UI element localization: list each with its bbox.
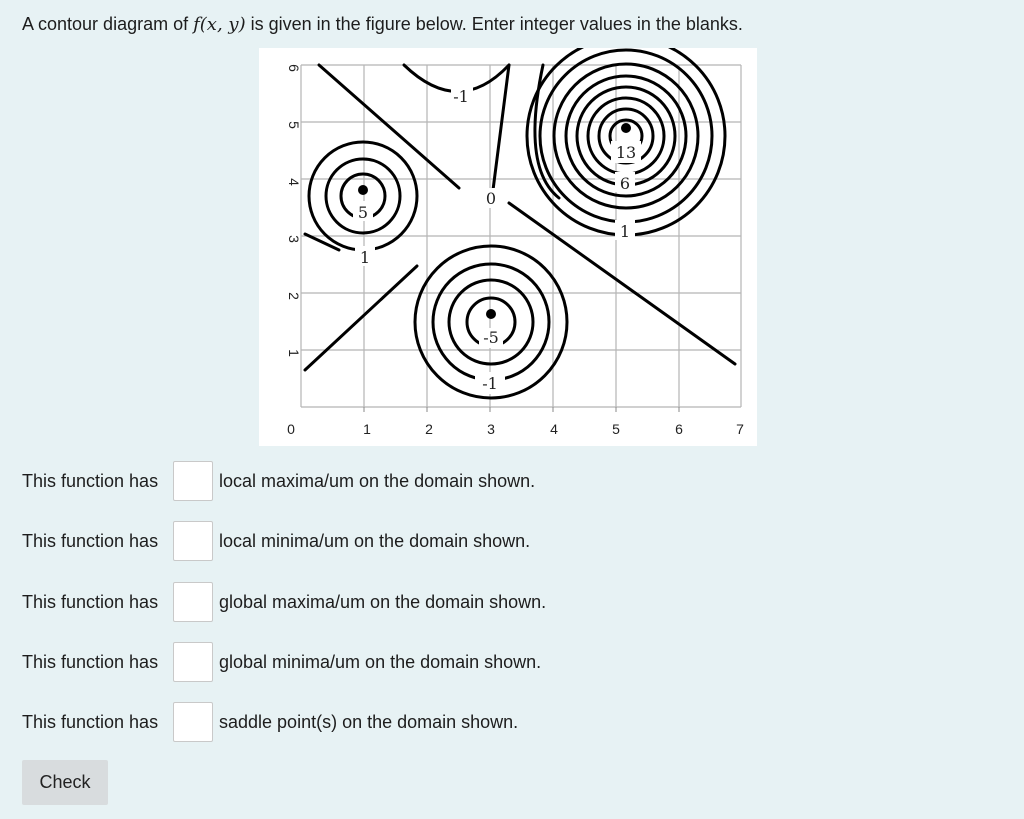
x-tick-6: 6 xyxy=(675,421,683,437)
row-lead-text: This function has xyxy=(22,651,159,672)
contour-label-6: 6 xyxy=(619,174,631,193)
x-tick-5: 5 xyxy=(612,421,620,437)
row-trail-text: global maxima/um on the domain shown. xyxy=(219,591,547,612)
x-tick-1: 1 xyxy=(363,421,371,437)
local-maxima-input[interactable] xyxy=(173,461,213,501)
row-lead-text: This function has xyxy=(22,711,159,732)
row-trail-text: local minima/um on the domain shown. xyxy=(219,530,531,551)
question-suffix: is given in the figure below. Enter integer values in the blanks. xyxy=(250,14,743,34)
saddle-points-input[interactable] xyxy=(173,702,213,742)
y-tick-6: 6 xyxy=(286,64,302,72)
contour-label-1-right: 1 xyxy=(619,222,631,241)
row-trail-text: local maxima/um on the domain shown. xyxy=(219,470,536,491)
contour-label-13: 13 xyxy=(615,143,637,162)
y-tick-5: 5 xyxy=(286,121,302,129)
question-prefix: A contour diagram of xyxy=(22,14,189,34)
global-maxima-input[interactable] xyxy=(173,582,213,622)
y-tick-1: 1 xyxy=(286,349,302,357)
answer-row-global-maxima xyxy=(22,579,546,625)
row-lead-text: This function has xyxy=(22,591,159,612)
y-tick-3: 3 xyxy=(286,235,302,243)
function-expression: f(x, y) xyxy=(193,14,246,35)
answer-row-global-minima xyxy=(22,639,541,685)
x-tick-7: 7 xyxy=(736,421,744,437)
contour-label-neg1-top: -1 xyxy=(453,87,469,106)
answer-row-local-maxima xyxy=(22,458,535,504)
row-trail-text: global minima/um on the domain shown. xyxy=(219,651,542,672)
contour-svg xyxy=(259,48,757,446)
y-tick-2: 2 xyxy=(286,292,302,300)
contour-label-neg5: -5 xyxy=(483,328,499,347)
question-text xyxy=(22,14,743,35)
check-button[interactable]: Check xyxy=(22,760,108,805)
contour-label-neg1-bottom: -1 xyxy=(482,374,498,393)
local-minima-input[interactable] xyxy=(173,521,213,561)
contour-diagram xyxy=(259,48,757,446)
y-tick-4: 4 xyxy=(286,178,302,186)
row-lead-text: This function has xyxy=(22,470,159,491)
x-tick-3: 3 xyxy=(487,421,495,437)
contour-label-0: 0 xyxy=(485,189,497,208)
contour-label-5: 5 xyxy=(357,203,369,222)
answer-row-local-minima xyxy=(22,518,530,564)
answer-row-saddle-points xyxy=(22,699,518,745)
x-tick-2: 2 xyxy=(425,421,433,437)
x-tick-0: 0 xyxy=(287,421,295,437)
global-minima-input[interactable] xyxy=(173,642,213,682)
contour-label-1-left: 1 xyxy=(359,248,371,267)
row-lead-text: This function has xyxy=(22,530,159,551)
row-trail-text: saddle point(s) on the domain shown. xyxy=(219,711,519,732)
x-tick-4: 4 xyxy=(550,421,558,437)
